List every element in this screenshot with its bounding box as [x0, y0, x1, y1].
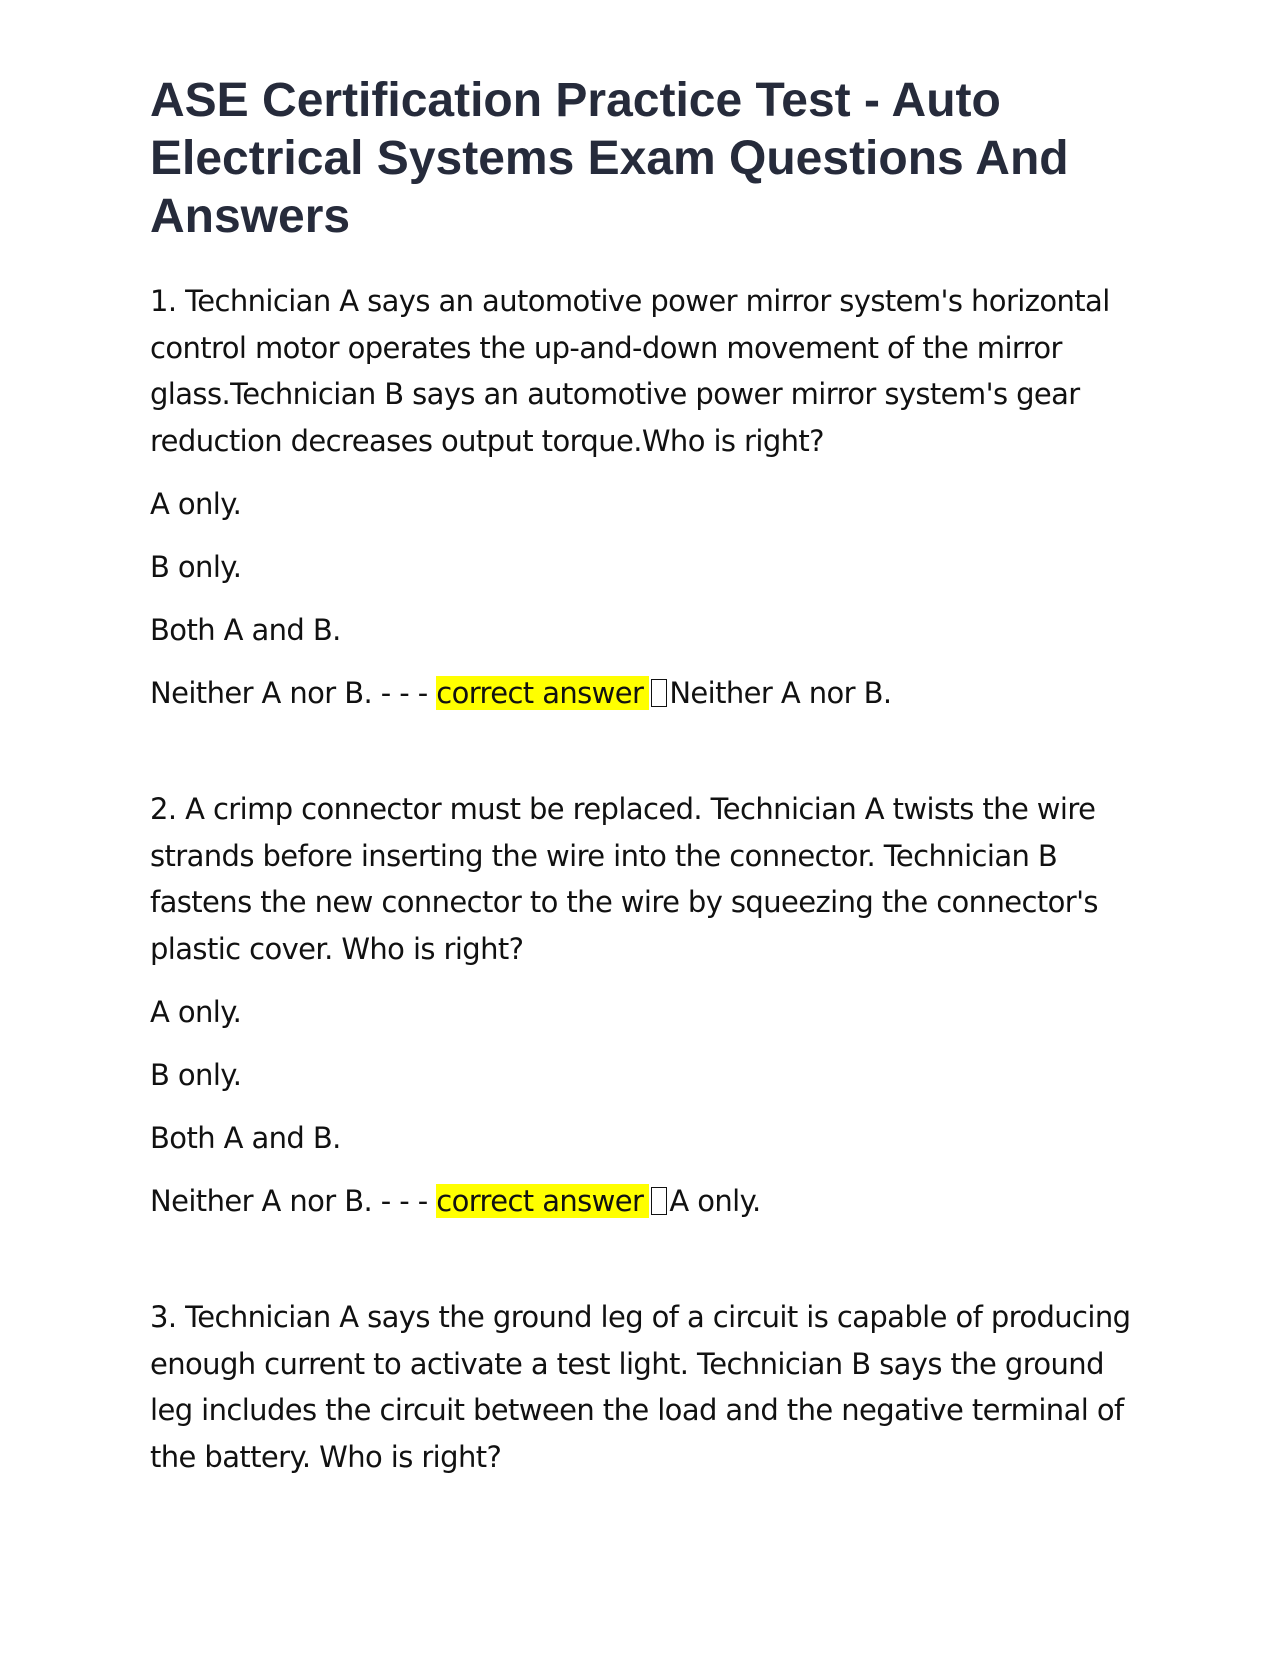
correct-answer-highlight: correct answer: [436, 1184, 649, 1218]
option-a: A only.: [150, 487, 242, 521]
option-neither: Neither A nor B. - - -: [150, 676, 428, 710]
option-b: B only.: [150, 1058, 242, 1092]
option-a: A only.: [150, 995, 242, 1029]
answer-value: Neither A nor B.: [669, 676, 892, 710]
answer-value: A only.: [669, 1184, 761, 1218]
question-text: 2. A crimp connector must be replaced. Technician A twists the wire strands before inserting the wire into the connector. Technician B fastens the new connector to the wire by squeezing the connector's plastic cover. Who is right?: [150, 792, 1098, 966]
option-neither-with-answer: [150, 670, 1150, 716]
option-both: Both A and B.: [150, 613, 341, 647]
question-text: 3. Technician A says the ground leg of a circuit is capable of producing enough current to activate a test light. Technician B says the ground leg includes the circuit between the load and the negative terminal of the battery. Who is right?: [150, 1300, 1131, 1474]
option-both: Both A and B.: [150, 1121, 341, 1155]
question-1: [150, 278, 1150, 716]
option-b: B only.: [150, 550, 242, 584]
box-glyph-icon: [651, 1187, 667, 1215]
option-neither: Neither A nor B. - - -: [150, 1184, 428, 1218]
box-glyph-icon: [651, 679, 667, 707]
question-2: [150, 786, 1150, 1224]
document-page: [150, 72, 1150, 1497]
question-text: 1. Technician A says an automotive power mirror system's horizontal control motor operates the up-and-down movement of the mirror glass.Technician B says an automotive power mirror system's gear reduction decreases output torque.Who is right?: [150, 284, 1110, 458]
option-neither-with-answer: [150, 1178, 1150, 1224]
document-title: ASE Certification Practice Test - Auto Electrical Systems Exam Questions And Answers: [150, 74, 1069, 243]
correct-answer-highlight: correct answer: [436, 676, 649, 710]
question-3: [150, 1294, 1150, 1480]
